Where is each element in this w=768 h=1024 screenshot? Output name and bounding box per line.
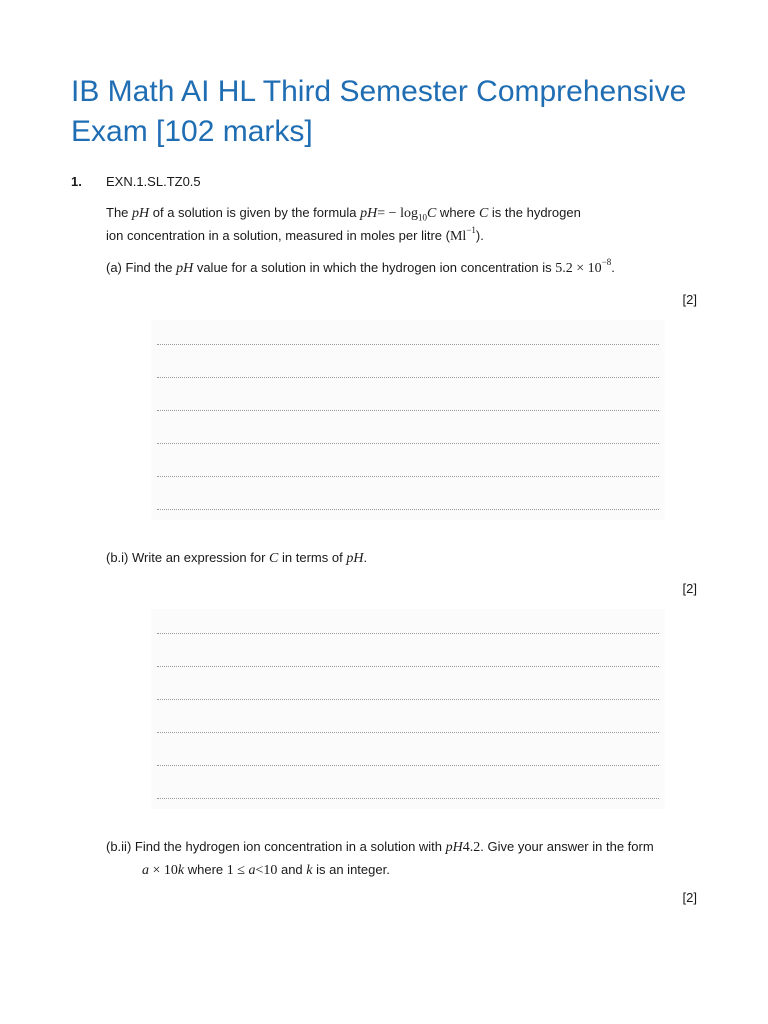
form-times: × 10 <box>149 863 178 878</box>
part-a-text: . <box>611 260 615 275</box>
part-a-text: (a) Find the <box>106 260 177 275</box>
intro-text: where <box>436 205 479 220</box>
part-bii-text: is an integer. <box>312 862 390 877</box>
unit: Ml <box>449 229 467 244</box>
answer-line <box>157 732 659 733</box>
part-a-text: value for a solution in which the hydrogen ion concentration is <box>193 260 556 275</box>
intro-text: ). <box>475 228 484 243</box>
answer-line <box>157 666 659 667</box>
formula-log-base: 10 <box>417 212 427 223</box>
formula-lhs: pH <box>360 206 378 221</box>
answer-line <box>157 798 659 799</box>
formula-op: = − log <box>377 206 418 221</box>
concentration-exponent: −8 <box>601 256 612 267</box>
answer-line <box>157 699 659 700</box>
answer-line <box>157 410 659 411</box>
ph-symbol: pH <box>176 261 194 276</box>
intro-text: The <box>106 205 133 220</box>
part-bi-text: (b.i) Write an expression for <box>106 550 270 565</box>
c-symbol: C <box>478 206 489 221</box>
exam-title: IB Math AI HL Third Semester Comprehensive Exam [102 marks] <box>71 75 687 148</box>
answer-line <box>157 443 659 444</box>
answer-line <box>157 476 659 477</box>
part-bi-text: . <box>363 550 368 565</box>
ph-symbol: pH <box>346 551 364 566</box>
formula-c: C <box>426 206 437 221</box>
answer-line <box>157 765 659 766</box>
answer-line <box>157 509 659 510</box>
c-symbol: C <box>269 551 279 566</box>
answer-line <box>157 633 659 634</box>
question-intro <box>106 202 706 248</box>
part-bii-text: (b.ii) Find the hydrogen ion concentration in a solution with <box>106 839 446 854</box>
part-bii-prompt <box>106 836 736 882</box>
form-a: a <box>142 863 149 878</box>
ph-symbol: pH <box>132 206 150 221</box>
inequality-right: <10 <box>255 863 278 878</box>
part-a-answer-area[interactable] <box>151 320 665 520</box>
inequality-left: 1 ≤ <box>226 863 249 878</box>
part-bii-text: . Give your answer in the form <box>480 839 654 854</box>
part-bii-text: and <box>277 862 307 877</box>
ph-symbol: pH <box>445 840 463 855</box>
question-code: EXN.1.SL.TZ0.5 <box>106 174 201 189</box>
part-bi-marks: [2] <box>682 581 697 596</box>
part-bi-answer-area[interactable] <box>151 609 665 809</box>
part-bi-text: in terms of <box>278 550 347 565</box>
answer-line <box>157 377 659 378</box>
k-symbol: k <box>306 863 313 878</box>
part-bii-marks: [2] <box>682 890 697 905</box>
part-a-marks: [2] <box>682 292 697 307</box>
question-number: 1. <box>71 174 82 189</box>
intro-text: of a solution is given by the formula <box>149 205 361 220</box>
part-bii-text: where <box>184 862 227 877</box>
part-bi-prompt <box>106 547 706 570</box>
intro-text: is the hydrogen <box>488 205 581 220</box>
intro-text: ion concentration in a solution, measured in moles per litre ( <box>106 228 450 243</box>
unit-exponent: −1 <box>466 224 476 235</box>
form-k: k <box>177 863 185 878</box>
inequality-a: a <box>248 863 256 878</box>
ph-value: 4.2 <box>462 840 481 855</box>
concentration-value: 5.2 × 10 <box>555 261 602 276</box>
part-a-prompt <box>106 257 726 280</box>
answer-line <box>157 344 659 345</box>
